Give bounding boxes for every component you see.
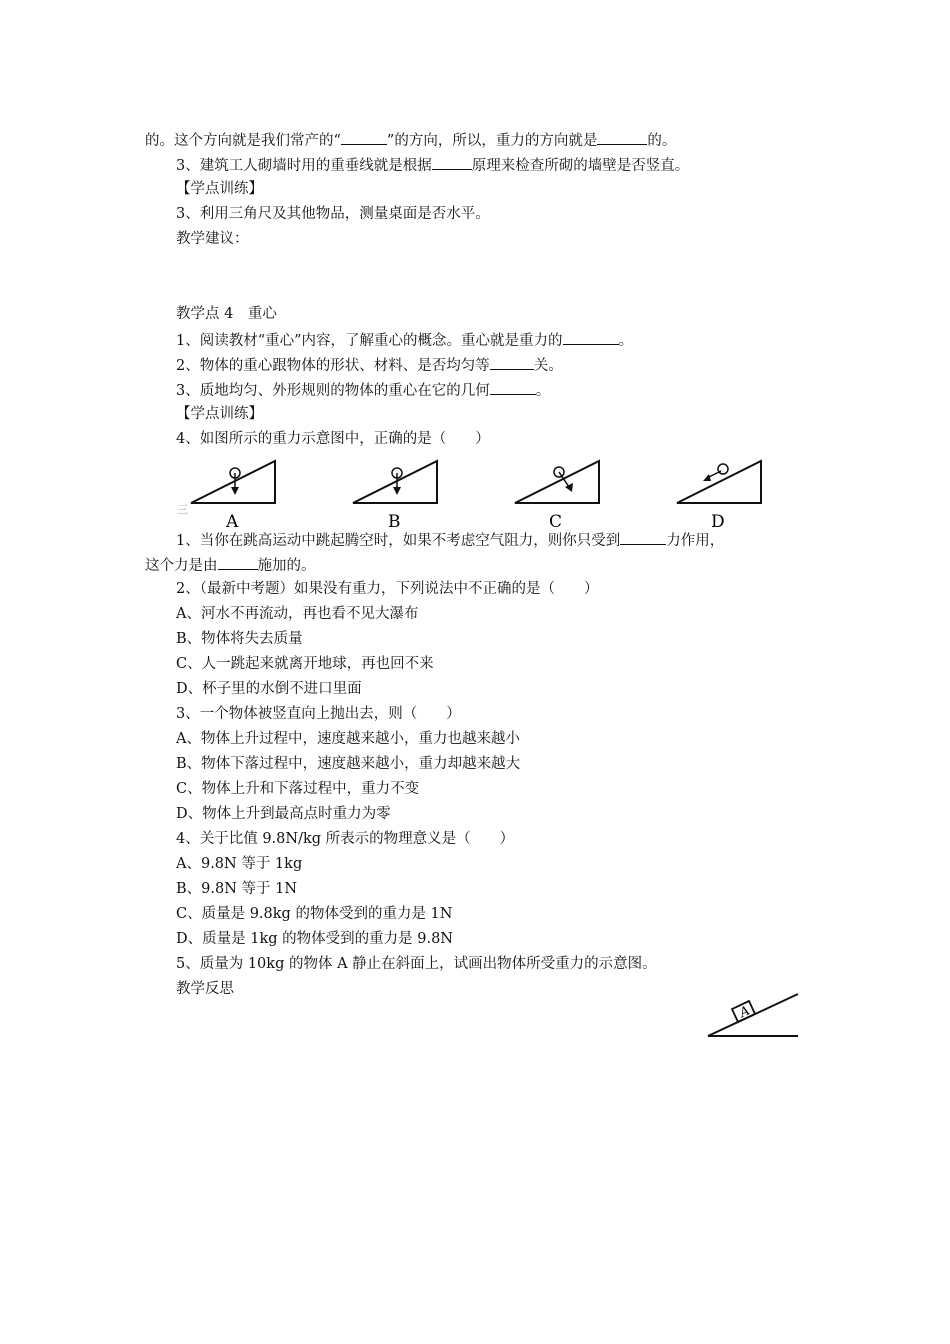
incline-block-figure <box>700 980 805 1044</box>
label-b: B <box>388 512 401 530</box>
option-4a: A、9.8N 等于 1kg <box>176 856 303 872</box>
line-1-part-c: 的。 <box>647 133 677 149</box>
line-7 <box>176 330 633 350</box>
line-1-part-b: ”的方向，所以，重力的方向就是 <box>386 133 598 149</box>
gravity-diagrams-svg <box>175 455 775 530</box>
arrowhead-c <box>565 483 573 492</box>
option-2d: D、杯子里的水倒不进口里面 <box>176 681 362 697</box>
blank-plumb-principle <box>432 155 472 170</box>
line-9 <box>176 380 550 400</box>
line-13-part-a: 这个力是由 <box>145 558 218 574</box>
teaching-reflection: 教学反思 <box>176 981 234 997</box>
incline-block-svg <box>700 980 805 1044</box>
option-2c: C、人一跳起来就离开地球，再也回不来 <box>176 656 434 672</box>
line-12 <box>176 530 724 550</box>
label-c: C <box>549 512 563 530</box>
blank-gravity-direction <box>597 130 647 145</box>
line-12-part-b: 力作用， <box>666 533 725 549</box>
heading-practice-2: 【学点训练】 <box>176 406 263 422</box>
arrowhead-b <box>393 487 401 495</box>
question-2: 2、（最新中考题）如果没有重力，下列说法中不正确的是（ ） <box>176 581 599 597</box>
heading-practice-1: 【学点训练】 <box>176 181 263 197</box>
question-4-figures: 4、如图所示的重力示意图中，正确的是（ ） <box>176 431 490 447</box>
line-1 <box>145 130 676 150</box>
option-3b: B、物体下落过程中，速度越来越小，重力却越来越大 <box>176 756 521 772</box>
gravity-diagrams-figure <box>175 455 775 530</box>
block-label: A <box>737 1003 753 1021</box>
blank-center-definition <box>563 330 619 345</box>
incline-b <box>353 461 437 503</box>
line-2-part-b: 原理来检查所砌的墙壁是否竖直。 <box>471 158 690 174</box>
line-7-part-b: 。 <box>618 333 634 349</box>
option-3d: D、物体上升到最高点时重力为零 <box>176 806 391 822</box>
line-9-part-b: 。 <box>535 383 551 399</box>
teaching-suggestion: 教学建议： <box>176 231 249 247</box>
section-mark: 三 <box>177 503 188 516</box>
option-3a: A、物体上升过程中，速度越来越小，重力也越来越小 <box>176 731 520 747</box>
section-title-center-of-gravity: 教学点 4 重心 <box>176 306 277 322</box>
option-3c: C、物体上升和下落过程中，重力不变 <box>176 781 420 797</box>
option-2a: A、河水不再流动，再也看不见大瀑布 <box>176 606 419 622</box>
line-7-part-a: 1、阅读教材“重心”内容，了解重心的概念。重心就是重力的 <box>176 333 563 349</box>
question-3: 3、一个物体被竖直向上抛出去，则（ ） <box>176 706 461 722</box>
line-8-part-b: 关。 <box>533 358 563 374</box>
line-1-part-a: 的。这个方向就是我们常产的“ <box>145 133 341 149</box>
line-12-part-a: 1、当你在跳高运动中跳起腾空时，如果不考虑空气阻力，则你只受到 <box>176 533 621 549</box>
line-2 <box>176 155 689 175</box>
arrowhead-a <box>231 487 239 495</box>
line-8-part-a: 2、物体的重心跟物体的形状、材料、是否均匀等 <box>176 358 490 374</box>
line-13 <box>145 555 316 575</box>
label-a: A <box>226 512 239 530</box>
line-9-part-a: 3、质地均匀、外形规则的物体的重心在它的几何 <box>176 383 490 399</box>
blank-related <box>490 355 534 370</box>
line-4: 3、利用三角尺及其他物品，测量桌面是否水平。 <box>176 206 490 222</box>
blank-applied-by <box>218 555 258 570</box>
blank-only-force <box>620 530 666 545</box>
line-8 <box>176 355 563 375</box>
option-2b: B、物体将失去质量 <box>176 631 303 647</box>
blank-geometric <box>490 380 536 395</box>
option-4d: D、质量是 1kg 的物体受到的重力是 9.8N <box>176 931 453 947</box>
incline-a <box>191 461 275 503</box>
blank-common-direction <box>341 130 387 145</box>
question-5: 5、质量为 10kg 的物体 A 静止在斜面上，试画出物体所受重力的示意图。 <box>176 956 657 972</box>
label-d: D <box>711 512 725 530</box>
line-13-part-b: 施加的。 <box>257 558 316 574</box>
option-4c: C、质量是 9.8kg 的物体受到的重力是 1N <box>176 906 453 922</box>
line-2-part-a: 3、建筑工人砌墙时用的重垂线就是根据 <box>176 158 432 174</box>
arrowhead-d <box>703 474 711 481</box>
option-4b: B、9.8N 等于 1N <box>176 881 298 897</box>
question-4: 4、关于比值 9.8N/kg 所表示的物理意义是（ ） <box>176 831 515 847</box>
